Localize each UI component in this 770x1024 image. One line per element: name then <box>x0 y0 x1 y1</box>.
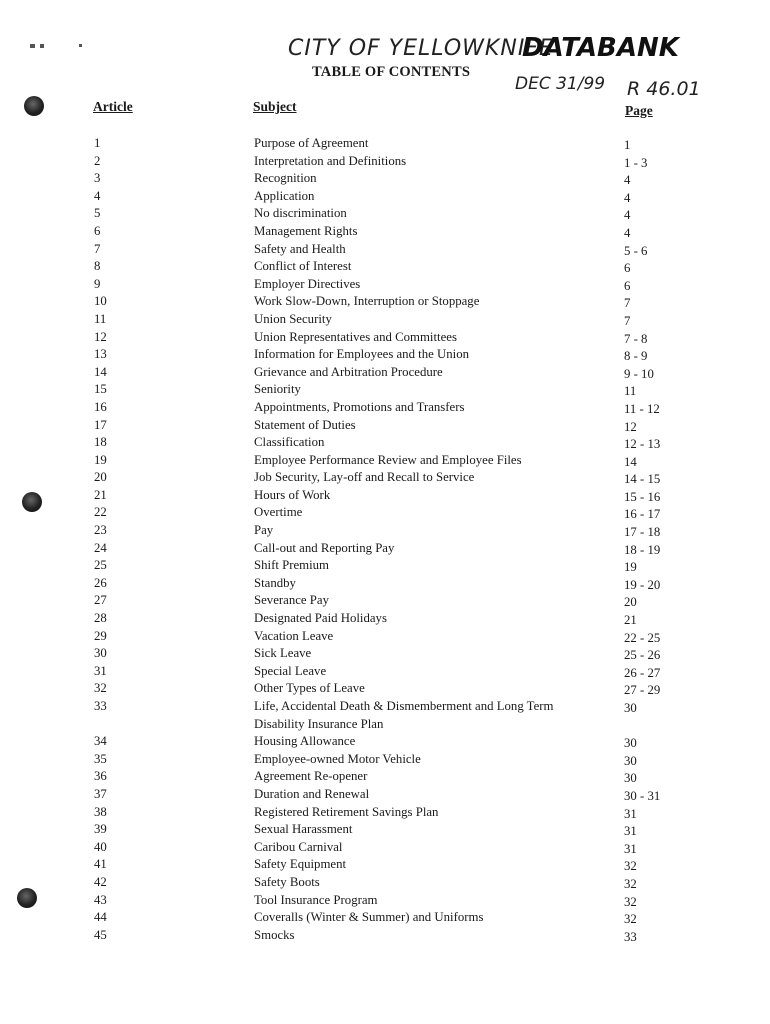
article-subject <box>254 135 614 153</box>
article-number: 27 <box>94 593 107 608</box>
page-reference: 1 - 3 <box>624 155 648 170</box>
toc-row <box>0 241 770 259</box>
page-reference: 31 <box>624 806 637 821</box>
toc-row <box>0 434 770 452</box>
toc-row <box>0 170 770 188</box>
article-subject <box>254 311 614 329</box>
article-subject-line: Conflict of Interest <box>254 259 352 274</box>
toc-row <box>0 839 770 857</box>
article-number: 8 <box>94 259 101 274</box>
article-subject <box>254 205 614 223</box>
article-subject-line: Job Security, Lay-off and Recall to Service <box>254 470 475 485</box>
article-subject <box>254 399 614 417</box>
page-reference: 20 <box>624 595 637 610</box>
article-subject-line: No discrimination <box>254 206 347 221</box>
toc-row <box>0 417 770 435</box>
article-subject-line: Grievance and Arbitration Procedure <box>254 364 443 379</box>
article-subject <box>254 153 614 171</box>
page-reference: 6 <box>624 261 631 276</box>
article-number: 6 <box>94 223 101 238</box>
article-subject-line: Employee Performance Review and Employee Files <box>254 452 522 467</box>
article-subject <box>254 540 614 558</box>
article-subject <box>254 188 614 206</box>
article-number: 15 <box>94 382 107 397</box>
article-number: 12 <box>94 329 107 344</box>
page-reference: 12 <box>624 419 637 434</box>
toc-row <box>0 346 770 364</box>
article-subject-line: Coveralls (Winter & Summer) and Uniforms <box>254 910 484 925</box>
toc-row <box>0 540 770 558</box>
article-subject <box>254 909 614 927</box>
toc-row <box>0 856 770 874</box>
toc-row <box>0 592 770 610</box>
article-number: 9 <box>94 276 101 291</box>
article-subject <box>254 927 614 945</box>
article-subject-line: Appointments, Promotions and Transfers <box>254 399 465 414</box>
toc-row <box>0 557 770 575</box>
article-number: 20 <box>94 470 107 485</box>
article-subject <box>254 223 614 241</box>
page-reference: 18 - 19 <box>624 542 661 557</box>
article-subject <box>254 663 614 681</box>
page-title: TABLE OF CONTENTS <box>312 64 471 80</box>
page-reference: 19 <box>624 560 637 575</box>
article-subject <box>254 557 614 575</box>
toc-row <box>0 751 770 769</box>
article-subject <box>254 434 614 452</box>
toc-row <box>0 504 770 522</box>
page-reference: 4 <box>624 190 631 205</box>
toc-row <box>0 522 770 540</box>
page-reference: 27 - 29 <box>624 683 661 698</box>
article-subject-line: Agreement Re-opener <box>254 769 368 784</box>
article-subject-line: Safety Boots <box>254 874 320 889</box>
toc-row <box>0 135 770 153</box>
article-subject-line: Duration and Renewal <box>254 786 370 801</box>
article-subject-line: Application <box>254 188 315 203</box>
page-reference: 7 <box>624 313 631 328</box>
page-reference: 30 - 31 <box>624 788 661 803</box>
toc-row <box>0 223 770 241</box>
article-number: 17 <box>94 417 107 432</box>
article-subject <box>254 469 614 487</box>
toc-row <box>0 276 770 294</box>
page-reference: 11 <box>624 384 637 399</box>
article-subject-line: Disability Insurance Plan <box>254 716 384 731</box>
article-number: 26 <box>94 575 107 590</box>
article-subject <box>254 276 614 294</box>
page-reference: 17 - 18 <box>624 525 661 540</box>
article-subject-line: Registered Retirement Savings Plan <box>254 804 439 819</box>
toc-row <box>0 680 770 698</box>
page-reference: 14 <box>624 454 637 469</box>
article-subject <box>254 645 614 663</box>
page-reference: 14 - 15 <box>624 472 661 487</box>
article-number: 38 <box>94 804 107 819</box>
column-header-article: Article <box>93 99 133 114</box>
toc-row <box>0 909 770 927</box>
handwritten-city-note: CITY OF YELLOWKNIFE <box>288 36 554 61</box>
article-subject-line: Union Security <box>254 311 332 326</box>
page-reference: 30 <box>624 753 637 768</box>
article-subject-line: Call-out and Reporting Pay <box>254 540 395 555</box>
article-subject-line: Standby <box>254 575 296 590</box>
article-number: 16 <box>94 399 107 414</box>
article-subject <box>254 610 614 628</box>
page-reference: 9 - 10 <box>624 366 654 381</box>
toc-row <box>0 821 770 839</box>
article-number: 32 <box>94 681 107 696</box>
article-number: 45 <box>94 927 107 942</box>
page-reference: 16 - 17 <box>624 507 661 522</box>
article-subject <box>254 892 614 910</box>
toc-row <box>0 258 770 276</box>
table-of-contents-list <box>0 135 770 944</box>
article-subject <box>254 698 614 733</box>
article-number: 18 <box>94 435 107 450</box>
page-reference: 25 - 26 <box>624 648 661 663</box>
article-subject <box>254 452 614 470</box>
article-subject <box>254 329 614 347</box>
article-subject <box>254 768 614 786</box>
article-number: 11 <box>94 311 107 326</box>
article-subject-line: Union Representatives and Committees <box>254 329 457 344</box>
page-reference: 31 <box>624 841 637 856</box>
page-reference: 19 - 20 <box>624 577 661 592</box>
article-subject <box>254 821 614 839</box>
punch-hole <box>24 96 44 116</box>
page-reference: 5 - 6 <box>624 243 648 258</box>
article-subject-line: Safety Equipment <box>254 857 347 872</box>
article-subject <box>254 786 614 804</box>
article-number: 42 <box>94 874 107 889</box>
toc-row <box>0 663 770 681</box>
toc-row <box>0 892 770 910</box>
article-subject <box>254 839 614 857</box>
article-subject-line: Shift Premium <box>254 558 330 573</box>
article-subject <box>254 487 614 505</box>
toc-row <box>0 628 770 646</box>
article-subject <box>254 856 614 874</box>
article-subject-line: Recognition <box>254 171 317 186</box>
article-subject <box>254 592 614 610</box>
article-number: 2 <box>94 153 101 168</box>
toc-row <box>0 205 770 223</box>
article-subject-line: Severance Pay <box>254 593 329 608</box>
article-subject-line: Sick Leave <box>254 646 312 661</box>
toc-row <box>0 452 770 470</box>
article-subject-line: Other Types of Leave <box>254 681 365 696</box>
article-subject-line: Seniority <box>254 382 301 397</box>
column-header-subject: Subject <box>253 99 297 114</box>
page-reference: 30 <box>624 771 637 786</box>
article-subject <box>254 293 614 311</box>
toc-row <box>0 487 770 505</box>
article-subject-line: Overtime <box>254 505 303 520</box>
toc-row <box>0 733 770 751</box>
article-number: 24 <box>94 540 107 555</box>
article-number: 43 <box>94 892 107 907</box>
article-subject <box>254 751 614 769</box>
article-subject <box>254 346 614 364</box>
page-reference: 21 <box>624 613 637 628</box>
article-number: 5 <box>94 206 101 221</box>
article-number: 25 <box>94 558 107 573</box>
page-reference: 7 - 8 <box>624 331 648 346</box>
article-subject-line: Information for Employees and the Union <box>254 347 470 362</box>
page-reference: 32 <box>624 859 637 874</box>
article-number: 29 <box>94 628 107 643</box>
page-reference: 4 <box>624 173 631 188</box>
article-subject-line: Vacation Leave <box>254 628 334 643</box>
article-subject-line: Designated Paid Holidays <box>254 611 387 626</box>
article-subject <box>254 874 614 892</box>
toc-row <box>0 293 770 311</box>
article-subject <box>254 680 614 698</box>
article-number: 14 <box>94 364 107 379</box>
article-subject-line: Safety and Health <box>254 241 346 256</box>
page-reference: 32 <box>624 876 637 891</box>
page-reference: 8 - 9 <box>624 349 648 364</box>
article-subject-line: Tool Insurance Program <box>254 892 378 907</box>
article-number: 23 <box>94 523 107 538</box>
article-number: 37 <box>94 786 107 801</box>
article-subject-line: Life, Accidental Death & Dismemberment and Long Term <box>254 699 554 713</box>
page-reference: 4 <box>624 208 631 223</box>
article-subject <box>254 575 614 593</box>
article-number: 31 <box>94 663 107 678</box>
toc-row <box>0 311 770 329</box>
article-number: 33 <box>94 699 107 713</box>
page-reference: 15 - 16 <box>624 489 661 504</box>
scan-speck <box>79 44 82 47</box>
toc-row <box>0 786 770 804</box>
article-number: 34 <box>94 734 107 749</box>
article-subject-line: Smocks <box>254 927 295 942</box>
article-subject-line: Pay <box>254 523 274 538</box>
article-subject-line: Hours of Work <box>254 487 331 502</box>
page-reference: 32 <box>624 894 637 909</box>
toc-row <box>0 874 770 892</box>
article-number: 1 <box>94 136 101 150</box>
article-subject <box>254 522 614 540</box>
article-subject-line: Management Rights <box>254 223 358 238</box>
article-number: 21 <box>94 487 107 502</box>
scan-speck <box>40 44 44 48</box>
column-header-page: Page <box>625 103 653 118</box>
toc-row <box>0 927 770 945</box>
toc-row <box>0 768 770 786</box>
toc-row <box>0 381 770 399</box>
article-number: 22 <box>94 505 107 520</box>
article-number: 10 <box>94 294 107 309</box>
article-number: 35 <box>94 751 107 766</box>
article-number: 4 <box>94 188 101 203</box>
article-subject-line: Statement of Duties <box>254 417 356 432</box>
article-subject <box>254 733 614 751</box>
page-reference: 26 - 27 <box>624 665 661 680</box>
article-subject <box>254 381 614 399</box>
article-number: 39 <box>94 822 107 837</box>
article-subject <box>254 241 614 259</box>
article-number: 28 <box>94 611 107 626</box>
toc-row <box>0 469 770 487</box>
article-subject-line: Housing Allowance <box>254 734 356 749</box>
page-reference: 1 <box>624 138 631 152</box>
scan-speck <box>30 44 35 48</box>
article-number: 41 <box>94 857 107 872</box>
page-reference: 12 - 13 <box>624 437 661 452</box>
article-subject-line: Purpose of Agreement <box>254 136 369 150</box>
handwritten-databank-note: DATABANK <box>522 33 679 63</box>
article-number: 30 <box>94 646 107 661</box>
article-subject-line: Employee-owned Motor Vehicle <box>254 751 421 766</box>
article-subject-line: Sexual Harassment <box>254 822 353 837</box>
toc-row <box>0 610 770 628</box>
article-number: 36 <box>94 769 107 784</box>
article-subject <box>254 804 614 822</box>
article-number: 40 <box>94 839 107 854</box>
toc-row <box>0 804 770 822</box>
article-subject <box>254 170 614 188</box>
article-number: 19 <box>94 452 107 467</box>
page-reference: 31 <box>624 824 637 839</box>
toc-row <box>0 399 770 417</box>
page-reference: 11 - 12 <box>624 401 660 416</box>
page-reference: 22 - 25 <box>624 630 661 645</box>
article-subject-line: Interpretation and Definitions <box>254 153 407 168</box>
page-reference: 32 <box>624 912 637 927</box>
article-subject <box>254 417 614 435</box>
article-number: 44 <box>94 910 107 925</box>
toc-row <box>0 188 770 206</box>
toc-row <box>0 153 770 171</box>
article-subject-line: Caribou Carnival <box>254 839 343 854</box>
page-reference: 30 <box>624 736 637 751</box>
article-subject <box>254 258 614 276</box>
toc-row <box>0 329 770 347</box>
handwritten-reference-note: R 46.01 <box>627 78 701 100</box>
article-number: 3 <box>94 171 101 186</box>
article-subject-line: Employer Directives <box>254 276 361 291</box>
article-subject-line: Classification <box>254 435 325 450</box>
page-reference: 30 <box>624 701 637 715</box>
toc-row <box>0 698 770 733</box>
handwritten-date-note: DEC 31/99 <box>515 74 606 94</box>
article-number: 7 <box>94 241 101 256</box>
toc-row <box>0 364 770 382</box>
article-subject-line: Work Slow-Down, Interruption or Stoppage <box>254 294 480 309</box>
article-subject-line: Special Leave <box>254 663 327 678</box>
article-subject <box>254 364 614 382</box>
article-number: 13 <box>94 347 107 362</box>
toc-row <box>0 645 770 663</box>
page-reference: 4 <box>624 225 631 240</box>
page-reference: 33 <box>624 929 637 944</box>
article-subject <box>254 628 614 646</box>
page-reference: 6 <box>624 278 631 293</box>
toc-row <box>0 575 770 593</box>
article-subject <box>254 504 614 522</box>
page-reference: 7 <box>624 296 631 311</box>
